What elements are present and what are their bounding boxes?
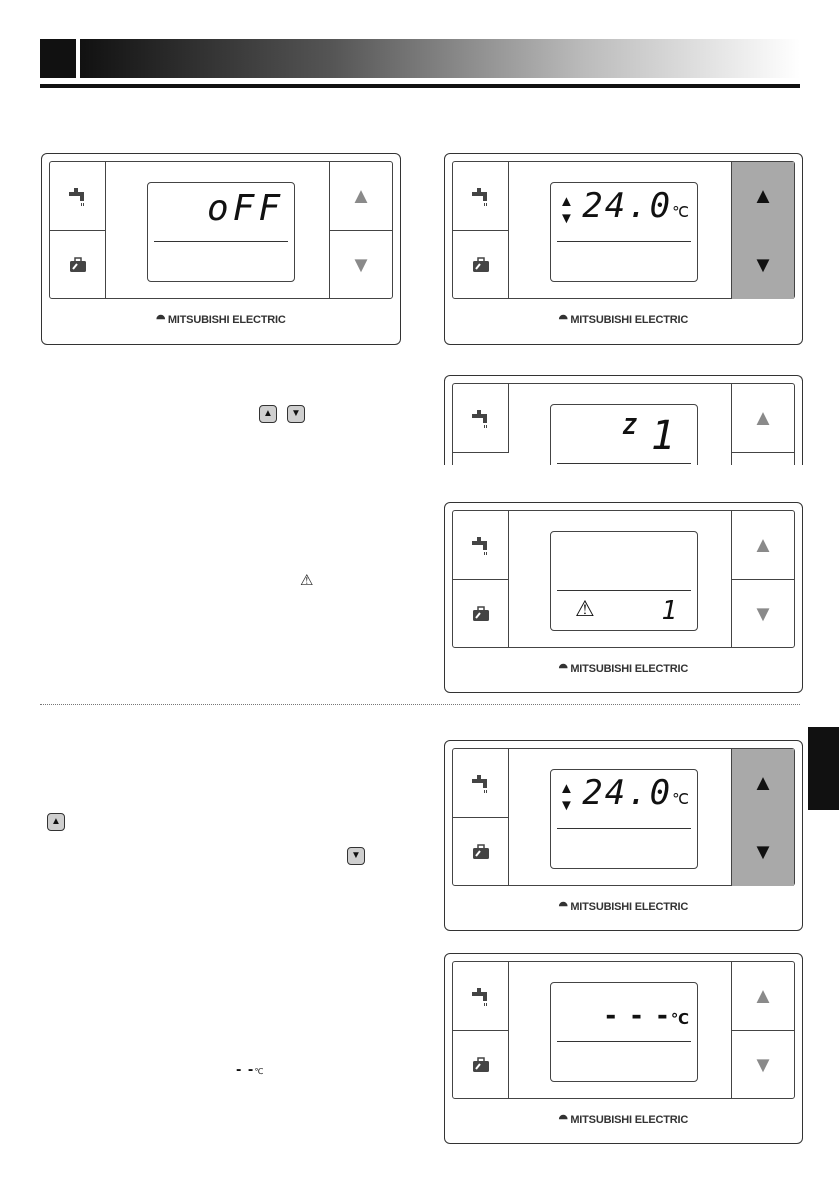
suitcase-icon — [470, 841, 492, 863]
down-button[interactable]: ▼ — [731, 579, 794, 648]
tap-icon — [470, 185, 492, 207]
tap-icon — [470, 772, 492, 794]
brand-label: ⯊ MITSUBISHI ELECTRIC — [558, 1114, 689, 1126]
down-button[interactable] — [731, 452, 794, 465]
suitcase-icon — [67, 254, 89, 276]
lcd-adjust-arrows: ▲ ▼ — [559, 193, 574, 227]
up-button[interactable]: ▲ — [731, 162, 794, 231]
hot-water-button[interactable] — [453, 749, 509, 818]
mitsubishi-diamonds-icon: ⯊ — [558, 663, 568, 675]
brand-label: ⯊ MITSUBISHI ELECTRIC — [558, 314, 689, 326]
lcd-off-text: oFF — [206, 188, 284, 229]
hot-water-button[interactable] — [453, 511, 509, 580]
down-button[interactable]: ▼ — [329, 230, 392, 299]
up-button[interactable]: ▲ — [731, 962, 794, 1031]
lcd-screen — [550, 182, 698, 282]
section-title-bar — [80, 39, 800, 78]
hot-water-button[interactable] — [453, 384, 509, 453]
mitsubishi-diamonds-icon: ⯊ — [156, 314, 165, 326]
lcd-adjust-arrows: ▲ ▼ — [559, 780, 574, 814]
header-rule — [40, 84, 800, 88]
lcd-screen — [550, 404, 698, 465]
section-number-box — [40, 39, 76, 78]
brand-label: ⯊ MITSUBISHI ELECTRIC — [558, 901, 689, 913]
up-button[interactable]: ▲ — [731, 384, 794, 453]
mitsubishi-diamonds-icon: ⯊ — [558, 314, 568, 326]
controller-alert — [444, 502, 803, 693]
warning-icon: ⚠ — [300, 572, 314, 589]
holiday-button[interactable] — [453, 230, 509, 299]
up-button[interactable]: ▲ — [731, 511, 794, 580]
lcd-divider — [557, 590, 691, 591]
lcd-divider — [557, 241, 691, 242]
lcd-no-temperature: - - -℃ — [605, 1001, 689, 1031]
controller-temp-set-2 — [444, 740, 803, 931]
hot-water-button[interactable] — [453, 962, 509, 1031]
lcd-error-code: 1 — [661, 596, 677, 626]
brand-label: ⯊ MITSUBISHI ELECTRIC — [156, 314, 286, 326]
lcd-divider — [557, 828, 691, 829]
chapter-tab — [808, 727, 839, 810]
tap-icon — [470, 985, 492, 1007]
lcd-zone-label: Z — [623, 415, 637, 440]
suitcase-icon — [470, 1054, 492, 1076]
holiday-button[interactable] — [453, 579, 509, 648]
controller-off — [41, 153, 401, 345]
down-button-symbol-2: ▼ — [347, 847, 365, 865]
controller-no-temp — [444, 953, 803, 1144]
dash-temperature-symbol: - -℃ — [236, 1063, 265, 1078]
tap-icon — [67, 185, 89, 207]
up-button-symbol: ▲ — [259, 405, 277, 423]
lcd-screen — [550, 769, 698, 869]
holiday-button[interactable] — [453, 1030, 509, 1099]
lcd-divider — [154, 241, 288, 242]
up-button[interactable]: ▲ — [329, 162, 392, 231]
suitcase-icon — [470, 254, 492, 276]
lcd-screen — [147, 182, 295, 282]
lcd-temperature: 24.0℃ — [582, 773, 689, 813]
down-button-symbol: ▼ — [287, 405, 305, 423]
holiday-button[interactable] — [453, 817, 509, 886]
brand-label: ⯊ MITSUBISHI ELECTRIC — [558, 663, 689, 675]
warning-icon: ⚠ — [575, 596, 595, 621]
lcd-divider — [557, 1041, 691, 1042]
controller-zone — [444, 375, 803, 465]
down-button[interactable]: ▼ — [731, 1030, 794, 1099]
lcd-screen — [550, 531, 698, 631]
lcd-temperature: 24.0℃ — [582, 186, 689, 226]
down-button[interactable]: ▼ — [731, 817, 794, 886]
lcd-divider — [557, 463, 691, 464]
up-button[interactable]: ▲ — [731, 749, 794, 818]
section-divider — [40, 704, 800, 705]
hot-water-button[interactable] — [453, 162, 509, 231]
holiday-button[interactable] — [50, 230, 106, 299]
lcd-screen — [550, 982, 698, 1082]
controller-temp-set — [444, 153, 803, 345]
tap-icon — [470, 534, 492, 556]
tap-icon — [470, 407, 492, 429]
hot-water-button[interactable] — [50, 162, 106, 231]
suitcase-icon — [470, 603, 492, 625]
mitsubishi-diamonds-icon: ⯊ — [558, 901, 568, 913]
up-button-symbol-2: ▲ — [47, 813, 65, 831]
down-button[interactable]: ▼ — [731, 230, 794, 299]
lcd-zone-number: 1 — [650, 413, 675, 459]
mitsubishi-diamonds-icon: ⯊ — [558, 1114, 568, 1126]
